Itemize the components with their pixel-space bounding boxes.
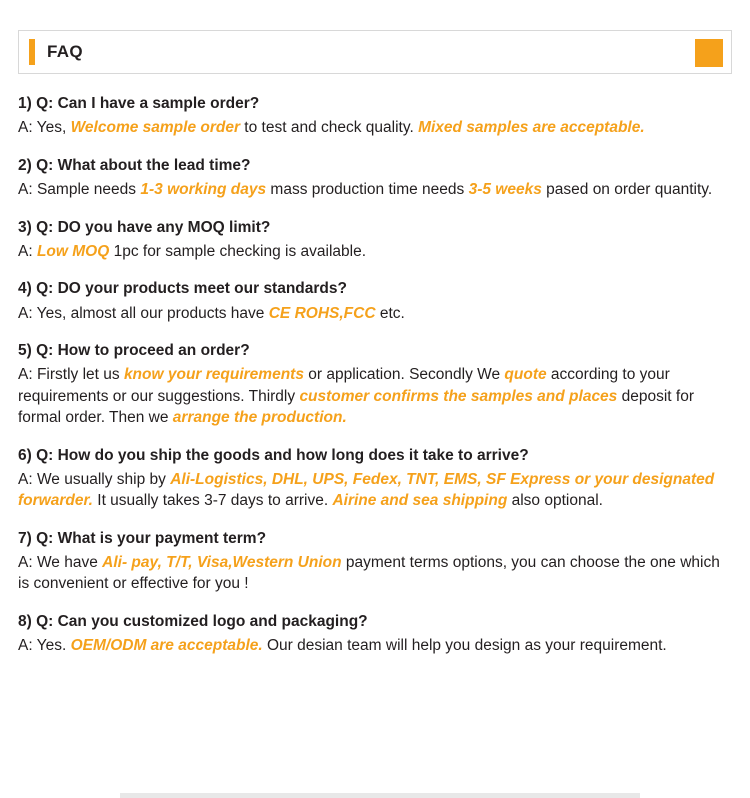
faq-question: 8) Q: Can you customized logo and packaging? [18, 612, 368, 630]
faq-answer-text: pased on order quantity. [541, 181, 713, 199]
faq-item [18, 529, 732, 595]
faq-answer-highlight: Ali-Logistics, DHL, UPS, Fedex, TNT, EMS, SF Express or your designated forwarder. [18, 470, 715, 510]
faq-question: 7) Q: What is your payment term? [18, 529, 267, 547]
faq-answer-text: A: Yes, [18, 119, 71, 137]
faq-item [18, 341, 732, 429]
faq-answer-highlight: Welcome sample order [70, 119, 240, 137]
faq-answer-highlight: arrange the production. [172, 409, 347, 427]
faq-answer-highlight: CE ROHS,FCC [268, 304, 376, 322]
bottom-divider [120, 793, 640, 798]
faq-item [18, 156, 732, 201]
faq-question: 4) Q: DO your products meet our standards? [18, 280, 347, 298]
faq-answer-highlight: Low MOQ [36, 242, 110, 260]
faq-answer-text: 1pc for sample checking is available. [109, 242, 367, 260]
faq-answer-text: mass production time needs [266, 181, 469, 199]
faq-answer-text: according to your requirements or our suggestions. Thirdly [18, 366, 670, 405]
faq-item [18, 612, 732, 657]
faq-answer-highlight: know your requirements [123, 366, 304, 384]
faq-answer-text: A: Sample needs [18, 181, 141, 199]
faq-question: 6) Q: How do you ship the goods and how long does it take to arrive? [18, 446, 529, 464]
faq-answer-text: or application. Secondly We [303, 366, 505, 384]
faq-answer-text: etc. [375, 304, 405, 322]
faq-question: 5) Q: How to proceed an order? [18, 342, 250, 359]
faq-answer-text: also optional. [507, 492, 603, 510]
faq-answer-highlight: 1-3 working days [140, 181, 267, 199]
faq-item [18, 446, 732, 512]
faq-answer [18, 241, 732, 262]
faq-answer-highlight: Ali- pay, T/T, Visa,Western Union [102, 554, 342, 571]
faq-answer-highlight: customer confirms the samples and places [299, 387, 618, 405]
faq-answer [18, 179, 732, 200]
faq-answer-text: deposit for formal order. Then we [18, 387, 694, 427]
faq-answer-text: A: We usually ship by [18, 470, 171, 488]
faq-answer-text: A: Yes, almost all our products have [18, 304, 269, 322]
faq-item [18, 94, 732, 139]
faq-question: 3) Q: DO you have any MOQ limit? [18, 218, 271, 236]
faq-answer-text: payment terms options, you can choose the one which is convenient or effective for you ! [18, 554, 720, 593]
faq-answer [18, 303, 732, 324]
faq-question: 2) Q: What about the lead time? [18, 156, 251, 174]
faq-item [18, 218, 732, 263]
faq-page [0, 30, 750, 798]
faq-answer-text: It usually takes 3-7 days to arrive. [92, 492, 333, 510]
faq-answer [18, 117, 732, 138]
faq-answer-text: A: [18, 242, 37, 260]
faq-header [18, 30, 732, 74]
faq-answer-text: A: We have [18, 554, 103, 571]
faq-answer-highlight: Airine and sea shipping [332, 492, 508, 510]
faq-answer-highlight: quote [504, 366, 547, 384]
faq-answer [18, 635, 732, 656]
faq-answer-highlight: Mixed samples are acceptable. [418, 119, 645, 137]
faq-answer-text: to test and check quality. [240, 119, 419, 137]
faq-question: 1) Q: Can I have a sample order? [18, 95, 260, 112]
page-title: FAQ [47, 42, 83, 61]
orange-square-icon [695, 39, 723, 67]
faq-answer [18, 364, 732, 428]
accent-bar-icon [29, 39, 35, 65]
faq-answer-highlight: OEM/ODM are acceptable. [70, 637, 263, 655]
faq-answer-highlight: 3-5 weeks [468, 181, 542, 199]
faq-answer-text: A: Yes. [18, 637, 71, 655]
faq-answer-text: A: Firstly let us [18, 366, 124, 384]
faq-item [18, 279, 732, 324]
faq-answer [18, 552, 732, 595]
faq-list [18, 94, 732, 657]
faq-answer [18, 469, 732, 512]
faq-answer-text: Our desian team will help you design as your requirement. [262, 637, 667, 655]
bottom-strip [0, 790, 750, 798]
